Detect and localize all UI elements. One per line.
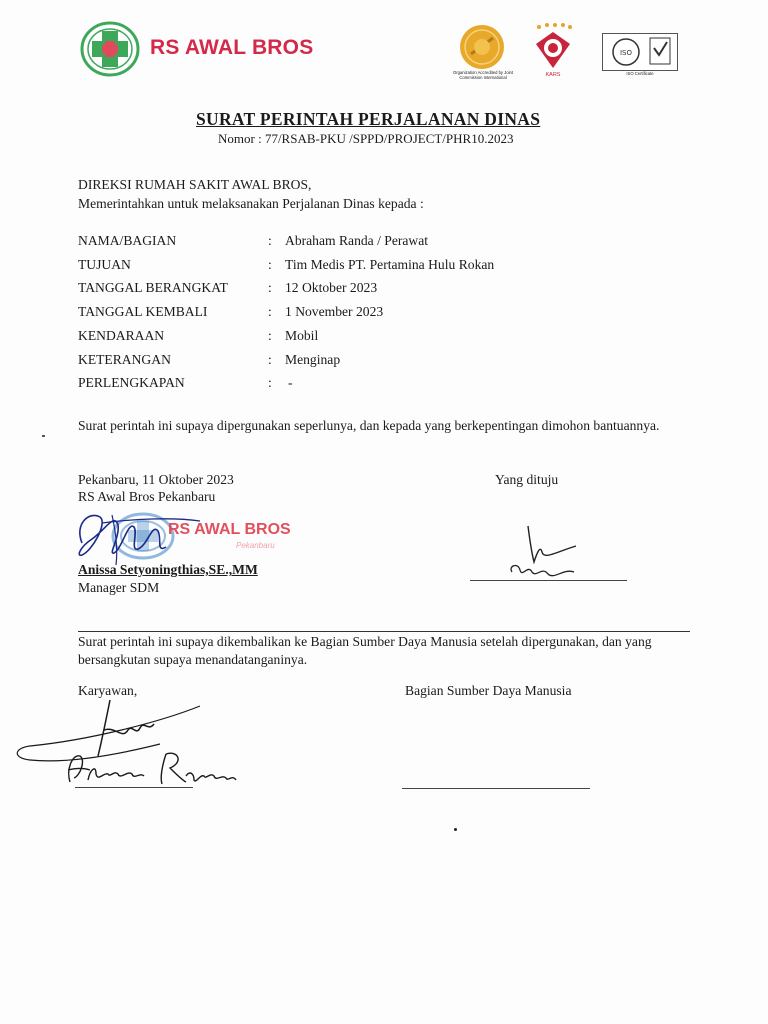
ink-speck: [42, 435, 45, 437]
employee-signature-line: [75, 787, 193, 788]
field-value-destination: Tim Medis PT. Pertamina Hulu Rokan: [285, 257, 495, 272]
field-colon: :: [268, 257, 272, 272]
field-colon: :: [268, 280, 272, 295]
field-value-notes: Menginap: [285, 352, 341, 367]
field-label: KETERANGAN: [78, 352, 171, 367]
jci-caption: Organization Accredited by Joint Commission International: [452, 70, 514, 80]
ink-speck: [454, 828, 457, 831]
return-note: Surat perintah ini supaya dikembalikan ke Bagian Sumber Daya Manusia setelah dipergunakan, dan yang bersangkutan supaya menandatanganinya.: [78, 634, 652, 667]
field-colon: :: [268, 375, 272, 390]
signatory-title: Manager SDM: [78, 580, 160, 595]
field-label: KENDARAAN: [78, 328, 165, 343]
field-colon: :: [268, 352, 272, 367]
hr-signature-line: [402, 788, 590, 789]
section-divider: [78, 631, 690, 632]
field-label: TANGGAL BERANGKAT: [78, 280, 228, 295]
recipient-signature-icon: [498, 522, 578, 582]
issuer-line: DIREKSI RUMAH SAKIT AWAL BROS,: [78, 177, 312, 192]
signatory-name: Anissa Setyoningthias,SE.,MM: [78, 562, 258, 577]
field-colon: :: [268, 328, 272, 343]
kars-badge-icon: [528, 22, 578, 72]
employee-signature-name: [92, 768, 100, 769]
field-label: TANGGAL KEMBALI: [78, 304, 208, 319]
recipient-signature-line: [470, 580, 627, 581]
employee-signature-icon: [10, 690, 240, 790]
recipient-label: Yang dituju: [495, 472, 559, 487]
field-label: TUJUAN: [78, 257, 131, 272]
hospital-cross-logo-icon: [80, 21, 140, 77]
stamp-subtext: Pekanbaru: [236, 541, 275, 550]
instruction-line: Memerintahkan untuk melaksanakan Perjalanan Dinas kepada :: [78, 196, 424, 211]
iso-ukas-icon: [602, 33, 678, 71]
issuer-organization: RS Awal Bros Pekanbaru: [78, 489, 216, 504]
closing-paragraph: Surat perintah ini supaya dipergunakan seperlunya, dan kepada yang berkepentingan dimohon bantuannya.: [78, 418, 660, 433]
field-value-vehicle: Mobil: [285, 328, 319, 343]
field-value-return-date: 1 November 2023: [285, 304, 384, 319]
field-value-departure-date: 12 Oktober 2023: [285, 280, 378, 295]
hospital-name-logo: RS AWAL BROS: [150, 36, 314, 59]
iso-caption: ISO Certificate: [626, 71, 654, 76]
stamp-text: RS AWAL BROS: [168, 521, 291, 538]
document-title: SURAT PERINTAH PERJALANAN DINAS: [196, 109, 541, 129]
jci-gold-seal-icon: [459, 24, 505, 70]
field-label: NAMA/BAGIAN: [78, 233, 177, 248]
field-value-equipment: -: [288, 375, 293, 390]
field-value-name: Abraham Randa / Perawat: [285, 233, 429, 248]
field-colon: :: [268, 233, 272, 248]
employee-label: Karyawan,: [78, 683, 138, 698]
document-number: Nomor : 77/RSAB-PKU /SPPD/PROJECT/PHR10.2023: [218, 131, 514, 146]
field-label: PERLENGKAPAN: [78, 375, 185, 390]
kars-caption: KARS: [545, 72, 561, 78]
field-colon: :: [268, 304, 272, 319]
hr-label: Bagian Sumber Daya Manusia: [405, 683, 572, 698]
svg-text:ISO: ISO: [619, 49, 633, 57]
place-date: Pekanbaru, 11 Oktober 2023: [78, 472, 234, 487]
